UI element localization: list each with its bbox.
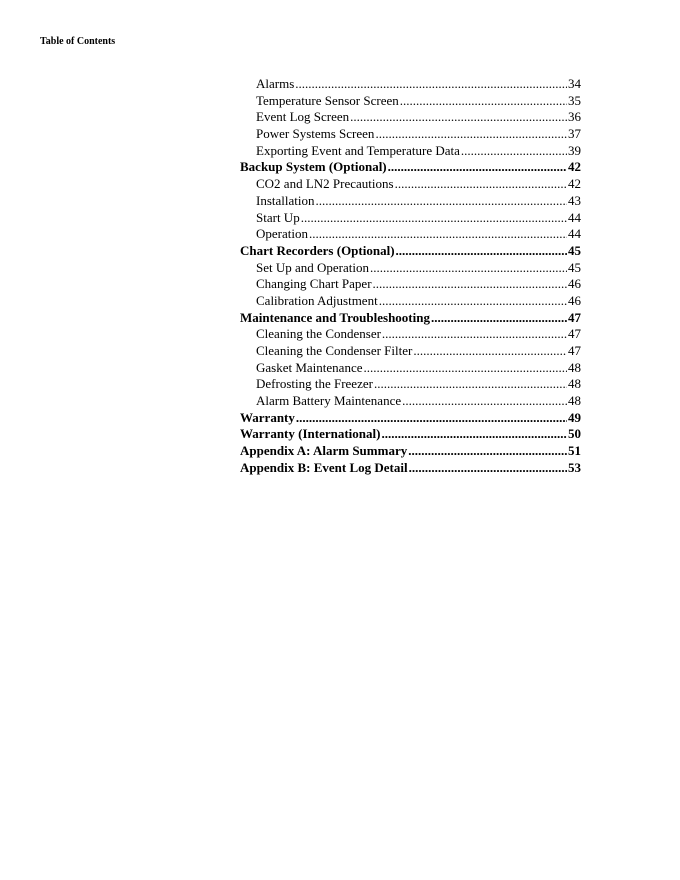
toc-entry-page: 44 bbox=[568, 209, 581, 225]
toc-entry-title: Exporting Event and Temperature Data bbox=[256, 142, 460, 158]
dot-leader bbox=[409, 460, 567, 477]
toc-section[interactable] bbox=[240, 426, 581, 443]
toc-entry-title: Defrosting the Freezer bbox=[256, 376, 373, 392]
toc-entry-title: CO2 and LN2 Precautions bbox=[256, 176, 394, 192]
toc-entry[interactable] bbox=[240, 93, 581, 110]
toc-entry-page: 48 bbox=[568, 376, 581, 392]
toc-section-page: 53 bbox=[568, 459, 581, 475]
dot-leader bbox=[370, 260, 567, 277]
toc-entry-page: 43 bbox=[568, 192, 581, 208]
toc-entry-page: 45 bbox=[568, 259, 581, 275]
toc-entry[interactable] bbox=[240, 210, 581, 227]
toc-section-title: Maintenance and Troubleshooting bbox=[240, 309, 430, 325]
toc-entry-title: Power Systems Screen bbox=[256, 126, 375, 142]
dot-leader bbox=[461, 143, 567, 160]
toc-section-title: Appendix A: Alarm Summary bbox=[240, 443, 408, 459]
toc-entry-page: 39 bbox=[568, 142, 581, 158]
toc-entry-title: Operation bbox=[256, 226, 308, 242]
toc-entry[interactable] bbox=[240, 293, 581, 310]
toc-entry[interactable] bbox=[240, 343, 581, 360]
dot-leader bbox=[316, 193, 568, 210]
toc-entry-title: Temperature Sensor Screen bbox=[256, 92, 399, 108]
toc-entry-page: 47 bbox=[568, 326, 581, 342]
toc-section-page: 47 bbox=[568, 309, 581, 325]
dot-leader bbox=[382, 326, 567, 343]
toc-section[interactable] bbox=[240, 159, 581, 176]
dot-leader bbox=[296, 410, 567, 427]
toc-entry-title: Set Up and Operation bbox=[256, 259, 370, 275]
toc-entry-title: Cleaning the Condenser bbox=[256, 326, 381, 342]
toc-entry[interactable] bbox=[240, 176, 581, 193]
dot-leader bbox=[350, 109, 567, 126]
toc-entry-page: 35 bbox=[568, 92, 581, 108]
toc-entry-page: 48 bbox=[568, 393, 581, 409]
toc-entry[interactable] bbox=[240, 126, 581, 143]
toc-entry-page: 47 bbox=[568, 343, 581, 358]
toc-entry-page: 44 bbox=[568, 226, 581, 242]
dot-leader bbox=[363, 360, 567, 377]
toc-section[interactable] bbox=[240, 310, 581, 327]
toc-entry[interactable] bbox=[240, 226, 581, 243]
toc-entry-page: 34 bbox=[568, 76, 581, 91]
toc-entry[interactable] bbox=[240, 109, 581, 126]
toc-entry-title: Alarms bbox=[256, 76, 295, 91]
dot-leader bbox=[373, 276, 567, 293]
toc-entry-title: Installation bbox=[256, 192, 315, 208]
toc-section-title: Appendix B: Event Log Detail bbox=[240, 459, 408, 475]
toc-entry-title: Changing Chart Paper bbox=[256, 276, 372, 292]
toc-section[interactable] bbox=[240, 243, 581, 260]
toc-section-page: 42 bbox=[568, 159, 581, 175]
toc-section[interactable] bbox=[240, 443, 581, 460]
page-header-title: Table of Contents bbox=[40, 36, 116, 47]
dot-leader bbox=[408, 443, 567, 460]
toc-entry[interactable] bbox=[240, 143, 581, 160]
toc-entry-page: 46 bbox=[568, 276, 581, 292]
toc-entry[interactable] bbox=[240, 260, 581, 277]
toc-entry-page: 37 bbox=[568, 126, 581, 142]
toc-entry-title: Gasket Maintenance bbox=[256, 359, 363, 375]
dot-leader bbox=[309, 226, 567, 243]
toc-entry[interactable] bbox=[240, 76, 581, 93]
dot-leader bbox=[431, 310, 567, 327]
toc-entry-title: Start Up bbox=[256, 209, 300, 225]
dot-leader bbox=[379, 293, 567, 310]
toc-entry-page: 42 bbox=[568, 176, 581, 192]
toc-entry-page: 36 bbox=[568, 109, 581, 125]
toc-entry[interactable] bbox=[240, 326, 581, 343]
dot-leader bbox=[375, 126, 567, 143]
dot-leader bbox=[402, 393, 567, 410]
toc-entry[interactable] bbox=[240, 393, 581, 410]
toc-entry-title: Alarm Battery Maintenance bbox=[256, 393, 402, 409]
toc-section-title: Warranty (International) bbox=[240, 426, 381, 442]
toc-section[interactable] bbox=[240, 460, 581, 477]
toc-entry-page: 48 bbox=[568, 359, 581, 375]
toc-section-page: 51 bbox=[568, 443, 581, 459]
toc-section-title: Chart Recorders (Optional) bbox=[240, 242, 395, 258]
toc-entry-title: Event Log Screen bbox=[256, 109, 350, 125]
toc-section-title: Backup System (Optional) bbox=[240, 159, 387, 175]
toc-entry-title: Calibration Adjustment bbox=[256, 292, 378, 308]
toc-entry[interactable] bbox=[240, 376, 581, 393]
toc-section-page: 50 bbox=[568, 426, 581, 442]
toc-section-title: Warranty bbox=[240, 409, 295, 425]
toc-entry-page: 46 bbox=[568, 292, 581, 308]
toc-section-page: 45 bbox=[568, 242, 581, 258]
dot-leader bbox=[400, 93, 567, 110]
toc-section[interactable] bbox=[240, 410, 581, 427]
dot-leader bbox=[295, 76, 567, 93]
toc-entry[interactable] bbox=[240, 193, 581, 210]
dot-leader bbox=[381, 426, 567, 443]
dot-leader bbox=[374, 376, 567, 393]
dot-leader bbox=[395, 176, 567, 193]
toc-entry-title: Cleaning the Condenser Filter bbox=[256, 343, 413, 358]
dot-leader bbox=[388, 159, 567, 176]
toc-entry[interactable] bbox=[240, 276, 581, 293]
dot-leader bbox=[301, 210, 567, 227]
dot-leader bbox=[413, 343, 567, 360]
toc-section-page: 49 bbox=[568, 409, 581, 425]
dot-leader bbox=[396, 243, 567, 260]
table-of-contents bbox=[240, 76, 581, 477]
toc-entry[interactable] bbox=[240, 360, 581, 377]
